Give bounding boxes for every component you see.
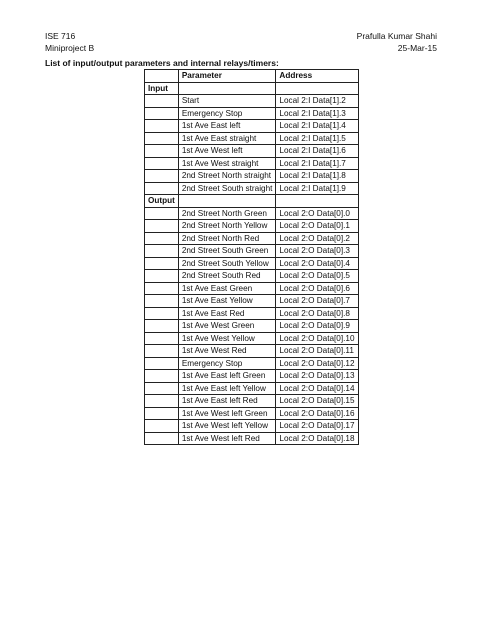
parameter-cell: 1st Ave West left Yellow (178, 420, 276, 433)
empty-cell (145, 295, 179, 308)
table-row (145, 232, 359, 245)
parameter-cell: Emergency Stop (178, 357, 276, 370)
io-parameter-table (144, 69, 359, 445)
header-left (45, 31, 94, 55)
table-row (145, 132, 359, 145)
empty-cell (145, 157, 179, 170)
parameter-cell: 2nd Street South straight (178, 182, 276, 195)
column-header-parameter: Parameter (178, 70, 276, 83)
table-row (145, 295, 359, 308)
empty-cell (145, 432, 179, 445)
parameter-cell: 1st Ave West left Green (178, 407, 276, 420)
column-header-section (145, 70, 179, 83)
table-row (145, 257, 359, 270)
address-cell: Local 2:O Data[0].8 (276, 307, 358, 320)
address-cell: Local 2:O Data[0].12 (276, 357, 358, 370)
section-label: Input (145, 82, 179, 95)
parameter-cell: Start (178, 95, 276, 108)
address-cell: Local 2:I Data[1].5 (276, 132, 358, 145)
table-row (145, 182, 359, 195)
address-cell: Local 2:I Data[1].4 (276, 120, 358, 133)
empty-cell (145, 270, 179, 283)
empty-cell (178, 82, 276, 95)
project-name: Miniproject B (45, 43, 95, 53)
address-cell: Local 2:O Data[0].5 (276, 270, 358, 283)
parameter-cell: 2nd Street North Yellow (178, 220, 276, 233)
empty-cell (145, 257, 179, 270)
table-row (145, 307, 359, 320)
address-cell: Local 2:O Data[0].10 (276, 332, 358, 345)
table-row (145, 157, 359, 170)
table-row (145, 95, 359, 108)
address-cell: Local 2:I Data[1].7 (276, 157, 358, 170)
parameter-cell: 1st Ave West left (178, 145, 276, 158)
parameter-cell: 2nd Street North straight (178, 170, 276, 183)
empty-cell (145, 132, 179, 145)
parameter-cell: 1st Ave East left Red (178, 395, 276, 408)
course-code: ISE 716 (45, 31, 76, 41)
section-row (145, 82, 359, 95)
parameter-cell: 1st Ave West Green (178, 320, 276, 333)
address-cell: Local 2:O Data[0].18 (276, 432, 358, 445)
table-row (145, 320, 359, 333)
parameter-cell: 1st Ave West Yellow (178, 332, 276, 345)
table-row (145, 395, 359, 408)
document-date: 25-Mar-15 (397, 43, 437, 53)
empty-cell (145, 182, 179, 195)
empty-cell (276, 82, 358, 95)
parameter-cell: 1st Ave West left Red (178, 432, 276, 445)
empty-cell (145, 220, 179, 233)
table-row (145, 145, 359, 158)
table-row (145, 282, 359, 295)
empty-cell (145, 382, 179, 395)
address-cell: Local 2:I Data[1].8 (276, 170, 358, 183)
address-cell: Local 2:O Data[0].4 (276, 257, 358, 270)
address-cell: Local 2:O Data[0].13 (276, 370, 358, 383)
table-row (145, 220, 359, 233)
empty-cell (276, 195, 358, 208)
section-row (145, 195, 359, 208)
table-row (145, 332, 359, 345)
empty-cell (145, 345, 179, 358)
table-row (145, 207, 359, 220)
parameter-cell: 2nd Street South Green (178, 245, 276, 258)
address-cell: Local 2:I Data[1].9 (276, 182, 358, 195)
section-heading: List of input/output parameters and internal relays/timers: (45, 58, 279, 68)
table-row (145, 382, 359, 395)
address-cell: Local 2:O Data[0].1 (276, 220, 358, 233)
empty-cell (145, 95, 179, 108)
address-cell: Local 2:O Data[0].11 (276, 345, 358, 358)
table-row (145, 270, 359, 283)
empty-cell (145, 245, 179, 258)
parameter-cell: 1st Ave West straight (178, 157, 276, 170)
address-cell: Local 2:O Data[0].0 (276, 207, 358, 220)
table-header-row (145, 70, 359, 83)
empty-cell (145, 307, 179, 320)
address-cell: Local 2:O Data[0].2 (276, 232, 358, 245)
empty-cell (178, 195, 276, 208)
address-cell: Local 2:O Data[0].9 (276, 320, 358, 333)
parameter-cell: 1st Ave East left Yellow (178, 382, 276, 395)
table-row (145, 357, 359, 370)
address-cell: Local 2:O Data[0].16 (276, 407, 358, 420)
table-row (145, 420, 359, 433)
header-right (357, 31, 437, 55)
empty-cell (145, 232, 179, 245)
address-cell: Local 2:O Data[0].14 (276, 382, 358, 395)
parameter-cell: 1st Ave East left Green (178, 370, 276, 383)
parameter-cell: 2nd Street North Green (178, 207, 276, 220)
parameter-cell: Emergency Stop (178, 107, 276, 120)
empty-cell (145, 145, 179, 158)
parameter-cell: 2nd Street South Red (178, 270, 276, 283)
parameter-cell: 1st Ave West Red (178, 345, 276, 358)
address-cell: Local 2:O Data[0].6 (276, 282, 358, 295)
parameter-cell: 1st Ave East Red (178, 307, 276, 320)
parameter-cell: 2nd Street North Red (178, 232, 276, 245)
parameter-cell: 1st Ave East straight (178, 132, 276, 145)
address-cell: Local 2:O Data[0].17 (276, 420, 358, 433)
address-cell: Local 2:I Data[1].6 (276, 145, 358, 158)
author-name: Prafulla Kumar Shahi (356, 31, 437, 41)
address-cell: Local 2:I Data[1].2 (276, 95, 358, 108)
address-cell: Local 2:O Data[0].3 (276, 245, 358, 258)
empty-cell (145, 320, 179, 333)
table-row (145, 120, 359, 133)
table-row (145, 370, 359, 383)
parameter-cell: 1st Ave East Green (178, 282, 276, 295)
empty-cell (145, 420, 179, 433)
address-cell: Local 2:I Data[1].3 (276, 107, 358, 120)
table-row (145, 407, 359, 420)
address-cell: Local 2:O Data[0].7 (276, 295, 358, 308)
section-label: Output (145, 195, 179, 208)
table-row (145, 432, 359, 445)
empty-cell (145, 395, 179, 408)
empty-cell (145, 120, 179, 133)
empty-cell (145, 282, 179, 295)
table-row (145, 345, 359, 358)
empty-cell (145, 207, 179, 220)
table-row (145, 170, 359, 183)
parameter-cell: 1st Ave East Yellow (178, 295, 276, 308)
column-header-address: Address (276, 70, 358, 83)
table-row (145, 107, 359, 120)
table-body (145, 82, 359, 445)
table-row (145, 245, 359, 258)
parameter-cell: 1st Ave East left (178, 120, 276, 133)
empty-cell (145, 170, 179, 183)
empty-cell (145, 370, 179, 383)
empty-cell (145, 407, 179, 420)
parameter-cell: 2nd Street South Yellow (178, 257, 276, 270)
empty-cell (145, 332, 179, 345)
address-cell: Local 2:O Data[0].15 (276, 395, 358, 408)
empty-cell (145, 357, 179, 370)
empty-cell (145, 107, 179, 120)
